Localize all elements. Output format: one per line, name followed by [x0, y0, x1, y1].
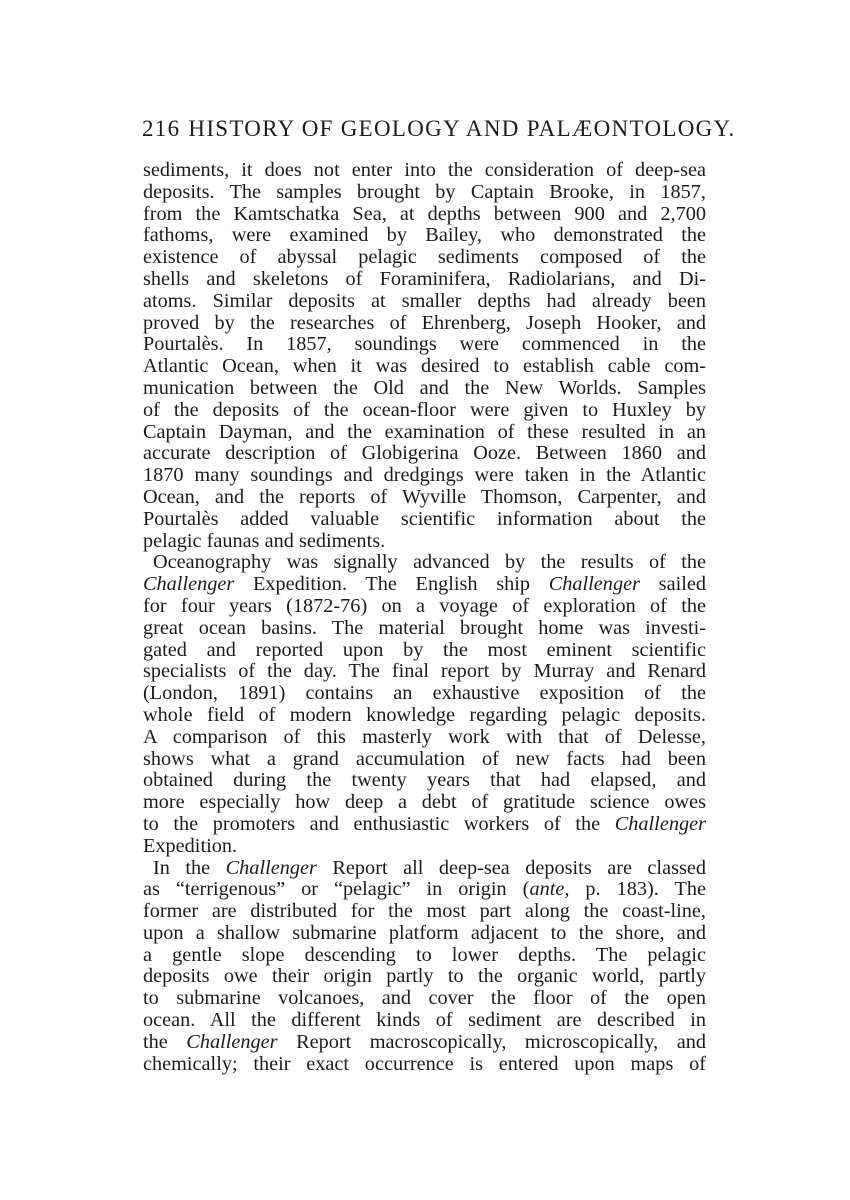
text-line: more especially how deep a debt of gratitude science owes: [143, 791, 706, 814]
text-segment: as “terrigenous” or “pelagic” in origin (: [143, 878, 530, 901]
text-segment: sailed: [639, 573, 706, 596]
text-line: sediments, it does not enter into the consideration of deep-sea: [143, 159, 706, 181]
text-line: [143, 1032, 706, 1054]
text-line: Expedition.: [143, 834, 238, 857]
page-number: 216: [142, 116, 181, 141]
text-line: specialists of the day. The final report by Murray and Renard: [143, 660, 706, 683]
text-line: a gentle slope descending to lower depths. The pelagic: [143, 943, 706, 966]
text-segment: the: [143, 1030, 187, 1053]
text-segment: In the: [153, 856, 226, 879]
text-line: Oceanography was signally advanced by the results of the: [153, 551, 706, 574]
text-line: proved by the researches of Ehrenberg, Joseph Hooker, and: [143, 311, 706, 334]
text-segment: Report macroscopically, microscopically, and: [277, 1030, 706, 1053]
text-line: pelagic faunas and sediments.: [143, 529, 386, 552]
italic-reference: ante: [529, 878, 565, 901]
text-line: deposits owe their origin partly to the organic world, partly: [143, 965, 706, 988]
text-line: from the Kamtschatka Sea, at depths between 900 and 2,700: [143, 202, 706, 225]
text-line: great ocean basins. The material brought home was investi-: [143, 616, 706, 639]
body-text: [143, 160, 706, 1075]
italic-ship-name: Challenger: [614, 812, 706, 835]
text-line: [143, 814, 706, 836]
text-line: upon a shallow submarine platform adjacent to the shore, and: [143, 921, 706, 944]
text-line: for four years (1872-76) on a voyage of exploration of the: [143, 594, 706, 617]
text-line: Pourtalès. In 1857, soundings were commenced in the: [143, 333, 706, 356]
text-line: shows what a grand accumulation of new facts had been: [143, 747, 706, 770]
text-segment: , p. 183). The: [564, 878, 706, 901]
text-line: A comparison of this masterly work with that of Delesse,: [143, 725, 706, 748]
text-line: fathoms, were examined by Bailey, who demonstrated the: [143, 224, 706, 247]
text-line: accurate description of Globigerina Ooze. Between 1860 and: [143, 442, 706, 465]
text-line: chemically; their exact occurrence is entered upon maps of: [143, 1052, 706, 1075]
text-line: atoms. Similar deposits at smaller depths had already been: [143, 289, 706, 312]
running-header: [142, 116, 736, 142]
italic-ship-name: Challenger: [143, 573, 235, 596]
text-line: Captain Dayman, and the examination of these resulted in an: [143, 420, 706, 443]
text-line: munication between the Old and the New Worlds. Samples: [143, 376, 706, 399]
text-line: existence of abyssal pelagic sediments composed of the: [143, 246, 706, 269]
text-line: Ocean, and the reports of Wyville Thomson, Carpenter, and: [143, 485, 706, 508]
text-line: ocean. All the different kinds of sediment are described in: [143, 1009, 706, 1032]
text-segment: Expedition. The English ship: [234, 573, 549, 596]
text-line: Atlantic Ocean, when it was desired to establish cable com-: [143, 355, 706, 378]
text-line: obtained during the twenty years that had elapsed, and: [143, 769, 706, 792]
italic-ship-name: Challenger: [225, 856, 317, 879]
text-line: Pourtalès added valuable scientific information about the: [143, 507, 706, 530]
running-title: HISTORY OF GEOLOGY AND PALÆONTOLOGY.: [188, 116, 736, 141]
text-line: [143, 879, 706, 901]
text-line: former are distributed for the most part along the coast-line,: [143, 900, 706, 923]
text-line: gated and reported upon by the most eminent scientific: [143, 638, 706, 661]
text-line: (London, 1891) contains an exhaustive exposition of the: [143, 682, 706, 705]
text-segment: Report all deep-sea deposits are classed: [316, 856, 706, 879]
text-line: to submarine volcanoes, and cover the floor of the open: [143, 987, 706, 1010]
text-line: shells and skeletons of Foraminifera, Radiolarians, and Di-: [143, 267, 706, 290]
italic-ship-name: Challenger: [186, 1030, 278, 1053]
text-segment: to the promoters and enthusiastic workers of the: [143, 812, 615, 835]
text-line: whole field of modern knowledge regarding pelagic deposits.: [143, 703, 706, 726]
text-line: deposits. The samples brought by Captain Brooke, in 1857,: [143, 180, 706, 203]
text-line: [143, 858, 706, 880]
text-line: [143, 574, 706, 596]
text-line: of the deposits of the ocean-floor were given to Huxley by: [143, 398, 706, 421]
italic-ship-name: Challenger: [548, 573, 640, 596]
text-line: 1870 many soundings and dredgings were taken in the Atlantic: [143, 464, 706, 487]
